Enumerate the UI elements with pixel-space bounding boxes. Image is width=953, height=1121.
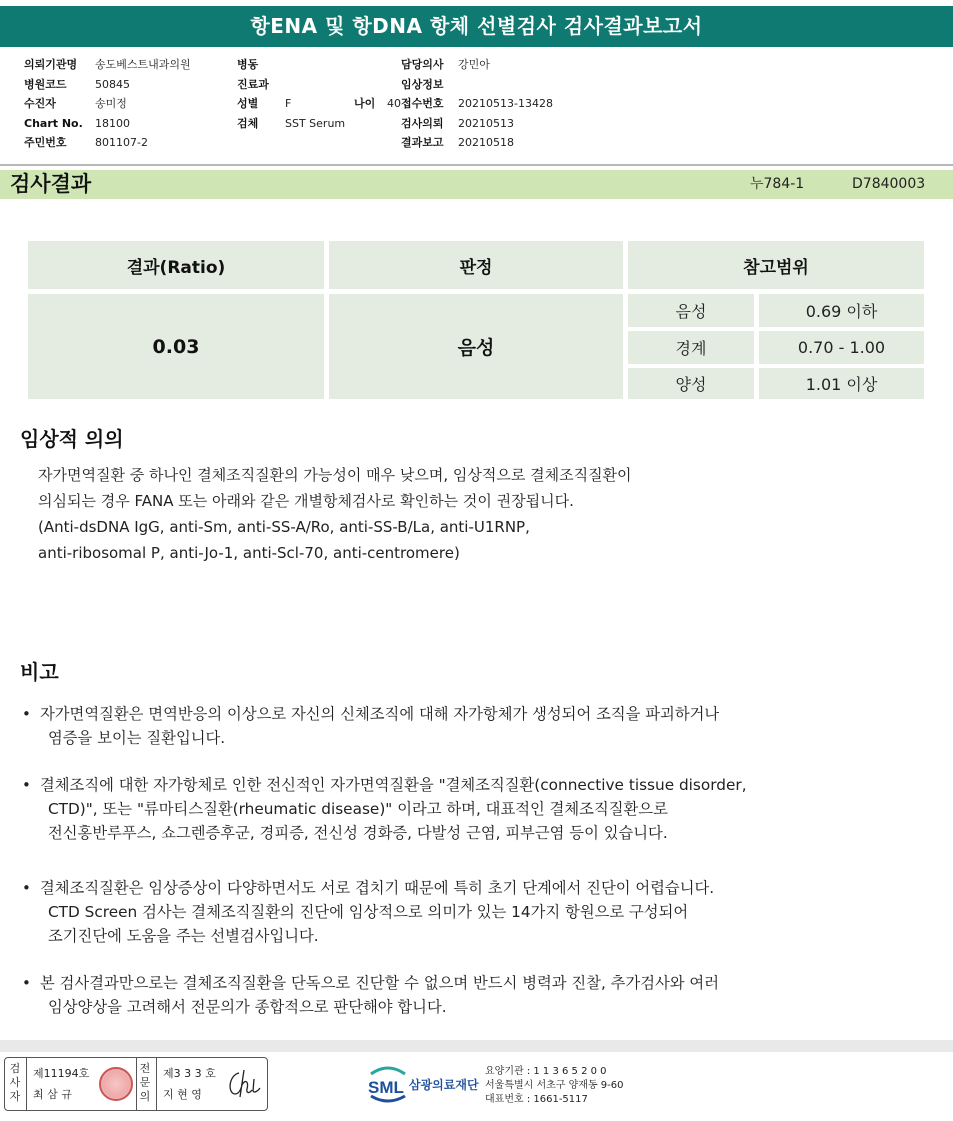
age-label: 나이 — [354, 97, 376, 110]
text-line: (Anti-dsDNA IgG, anti-Sm, anti-SS-A/Ro, anti-SS-B/La, anti-U1RNP, — [38, 518, 530, 536]
logo-mark-text: SML — [368, 1078, 404, 1097]
label-char: 전 — [139, 1062, 151, 1075]
seal-stamp — [99, 1067, 133, 1101]
label-char: 검 — [9, 1062, 21, 1075]
text-line: 자가면역질환은 면역반응의 이상으로 자신의 신체조직에 대해 자가항체가 생성되어 조직을 파괴하거나 — [40, 705, 720, 723]
info-value: 801107-2 — [95, 136, 148, 149]
label-char: 자 — [9, 1090, 21, 1103]
result-section-band — [0, 170, 953, 199]
age-value: 40 — [387, 97, 401, 110]
reference-range: 0.70 - 1.00 — [759, 331, 924, 364]
info-label: Chart No. — [24, 116, 83, 130]
remark-note — [22, 702, 719, 750]
info-row — [237, 75, 401, 95]
info-row — [401, 75, 553, 95]
info-value: 20210513-13428 — [458, 97, 553, 110]
test-code: 누784-1 — [750, 176, 805, 192]
info-value: SST Serum — [285, 116, 346, 130]
footer-divider — [0, 1040, 953, 1052]
remarks-title: 비고 — [20, 660, 59, 684]
info-label: 검사의뢰 — [401, 116, 444, 130]
info-row — [401, 94, 553, 114]
info-label: 접수번호 — [401, 97, 444, 110]
header-judgment: 판정 — [329, 241, 623, 289]
patient-info-column-3 — [401, 55, 553, 153]
label-char: 사 — [9, 1076, 21, 1089]
result-judgment: 음성 — [329, 294, 623, 399]
info-label: 임상정보 — [401, 77, 444, 91]
examiner-license: 제11194호 — [33, 1067, 90, 1080]
info-label: 성별 — [237, 97, 259, 110]
info-label: 주민번호 — [24, 136, 67, 149]
bullet: • — [22, 879, 31, 897]
clinical-significance-title: 임상적 의의 — [20, 427, 124, 451]
result-ratio-value: 0.03 — [28, 294, 324, 399]
remark-note — [22, 971, 719, 1019]
info-row — [24, 114, 191, 134]
info-label: 담당의사 — [401, 58, 444, 71]
signature-image — [225, 1067, 263, 1101]
info-label: 병동 — [237, 58, 259, 71]
bullet: • — [22, 776, 31, 794]
info-value: 18100 — [95, 116, 130, 130]
text-line: 본 검사결과만으로는 결체조직질환을 단독으로 진단할 수 없으며 반드시 병력과 진찰, 추가검사와 여러 — [40, 974, 719, 992]
info-row — [401, 133, 553, 153]
patient-info-column-2 — [237, 55, 401, 133]
clinical-significance-text — [38, 462, 632, 566]
contact-line: 서울특별시 서초구 양재동 9-60 — [485, 1080, 624, 1091]
result-table — [28, 241, 924, 399]
patient-info-column-1 — [24, 55, 191, 153]
examiner-name: 최 삼 규 — [33, 1088, 72, 1101]
organization-name: 삼광의료재단 — [409, 1078, 479, 1092]
text-line: 결체조직질환은 임상증상이 다양하면서도 서로 겹치기 때문에 특히 초기 단계에서 진단이 어렵습니다. — [40, 879, 715, 897]
text-line: 전신홍반루푸스, 쇼그렌증후군, 경피증, 전신성 경화증, 다발성 근염, 피부근염 등이 있습니다. — [48, 824, 668, 842]
reference-range: 1.01 이상 — [759, 368, 924, 399]
reference-range: 0.69 이하 — [759, 294, 924, 327]
info-row — [24, 75, 191, 95]
report-title: 항ENA 및 항DNA 항체 선별검사 검사결과보고서 — [0, 6, 953, 47]
header-ratio: 결과(Ratio) — [28, 241, 324, 289]
header-reference-range: 참고범위 — [628, 241, 924, 289]
info-label: 의뢰기관명 — [24, 58, 78, 71]
text-line: 조기진단에 도움을 주는 선별검사입니다. — [48, 927, 319, 945]
info-row — [237, 114, 401, 134]
info-label: 수진자 — [24, 97, 56, 110]
specialist-label — [138, 1062, 152, 1104]
divider — [156, 1058, 157, 1110]
info-row — [401, 114, 553, 134]
divider — [0, 164, 953, 166]
info-row — [401, 55, 553, 75]
remark-note — [22, 773, 747, 845]
info-label: 진료과 — [237, 77, 269, 91]
label-char: 문 — [139, 1076, 151, 1089]
text-line: anti-ribosomal P, anti-Jo-1, anti-Scl-70, anti-centromere) — [38, 544, 460, 562]
sml-logo-icon — [367, 1064, 409, 1104]
info-row — [237, 55, 401, 75]
label-char: 의 — [139, 1090, 151, 1103]
text-line: 염증을 보이는 질환입니다. — [48, 729, 226, 747]
bullet: • — [22, 974, 31, 992]
text-line: CTD Screen 검사는 결체조직질환의 진단에 임상적으로 의미가 있는 14가지 항원으로 구성되어 — [48, 903, 689, 921]
contact-info — [485, 1065, 624, 1107]
text-line: 임상양상을 고려해서 전문의가 종합적으로 판단해야 합니다. — [48, 998, 447, 1016]
reference-label: 음성 — [628, 294, 754, 327]
divider — [26, 1058, 27, 1110]
info-value: 50845 — [95, 77, 130, 91]
info-label: 검체 — [237, 116, 259, 130]
result-section-title: 검사결과 — [10, 172, 92, 196]
specialist-name: 지 현 영 — [163, 1088, 202, 1101]
order-code: D7840003 — [852, 176, 926, 192]
info-value: 송도베스트내과의원 — [95, 58, 191, 71]
info-value: 20210518 — [458, 136, 514, 149]
divider — [136, 1058, 137, 1110]
info-row — [24, 55, 191, 75]
info-value: F — [285, 97, 292, 110]
text-line: 의심되는 경우 FANA 또는 아래와 같은 개별항체검사로 확인하는 것이 권장됩니다. — [38, 492, 574, 510]
info-value: 송미정 — [95, 97, 127, 110]
info-value: 20210513 — [458, 116, 514, 130]
reference-label: 경계 — [628, 331, 754, 364]
text-line: 자가면역질환 중 하나인 결체조직질환의 가능성이 매우 낮으며, 임상적으로 결체조직질환이 — [38, 466, 632, 484]
info-label: 결과보고 — [401, 136, 444, 149]
info-row — [24, 133, 191, 153]
remark-note — [22, 876, 714, 948]
info-value: 강민아 — [458, 58, 490, 71]
specialist-license: 제3 3 3 호 — [163, 1067, 216, 1080]
examiner-label — [8, 1062, 22, 1104]
text-line: 결체조직에 대한 자가항체로 인한 전신적인 자가면역질환을 "결체조직질환(connective tissue disorder, — [40, 776, 747, 794]
contact-line: 대표번호 : 1661-5117 — [485, 1094, 588, 1105]
signature-box — [4, 1057, 268, 1111]
text-line: CTD)", 또는 "류마티스질환(rheumatic disease)" 이라고 하며, 대표적인 결체조직질환으로 — [48, 800, 668, 818]
info-row — [24, 94, 191, 114]
reference-label: 양성 — [628, 368, 754, 399]
info-label: 병원코드 — [24, 77, 67, 91]
info-row — [237, 94, 401, 114]
bullet: • — [22, 705, 31, 723]
contact-line: 요양기관 : 1 1 3 6 5 2 0 0 — [485, 1066, 607, 1077]
